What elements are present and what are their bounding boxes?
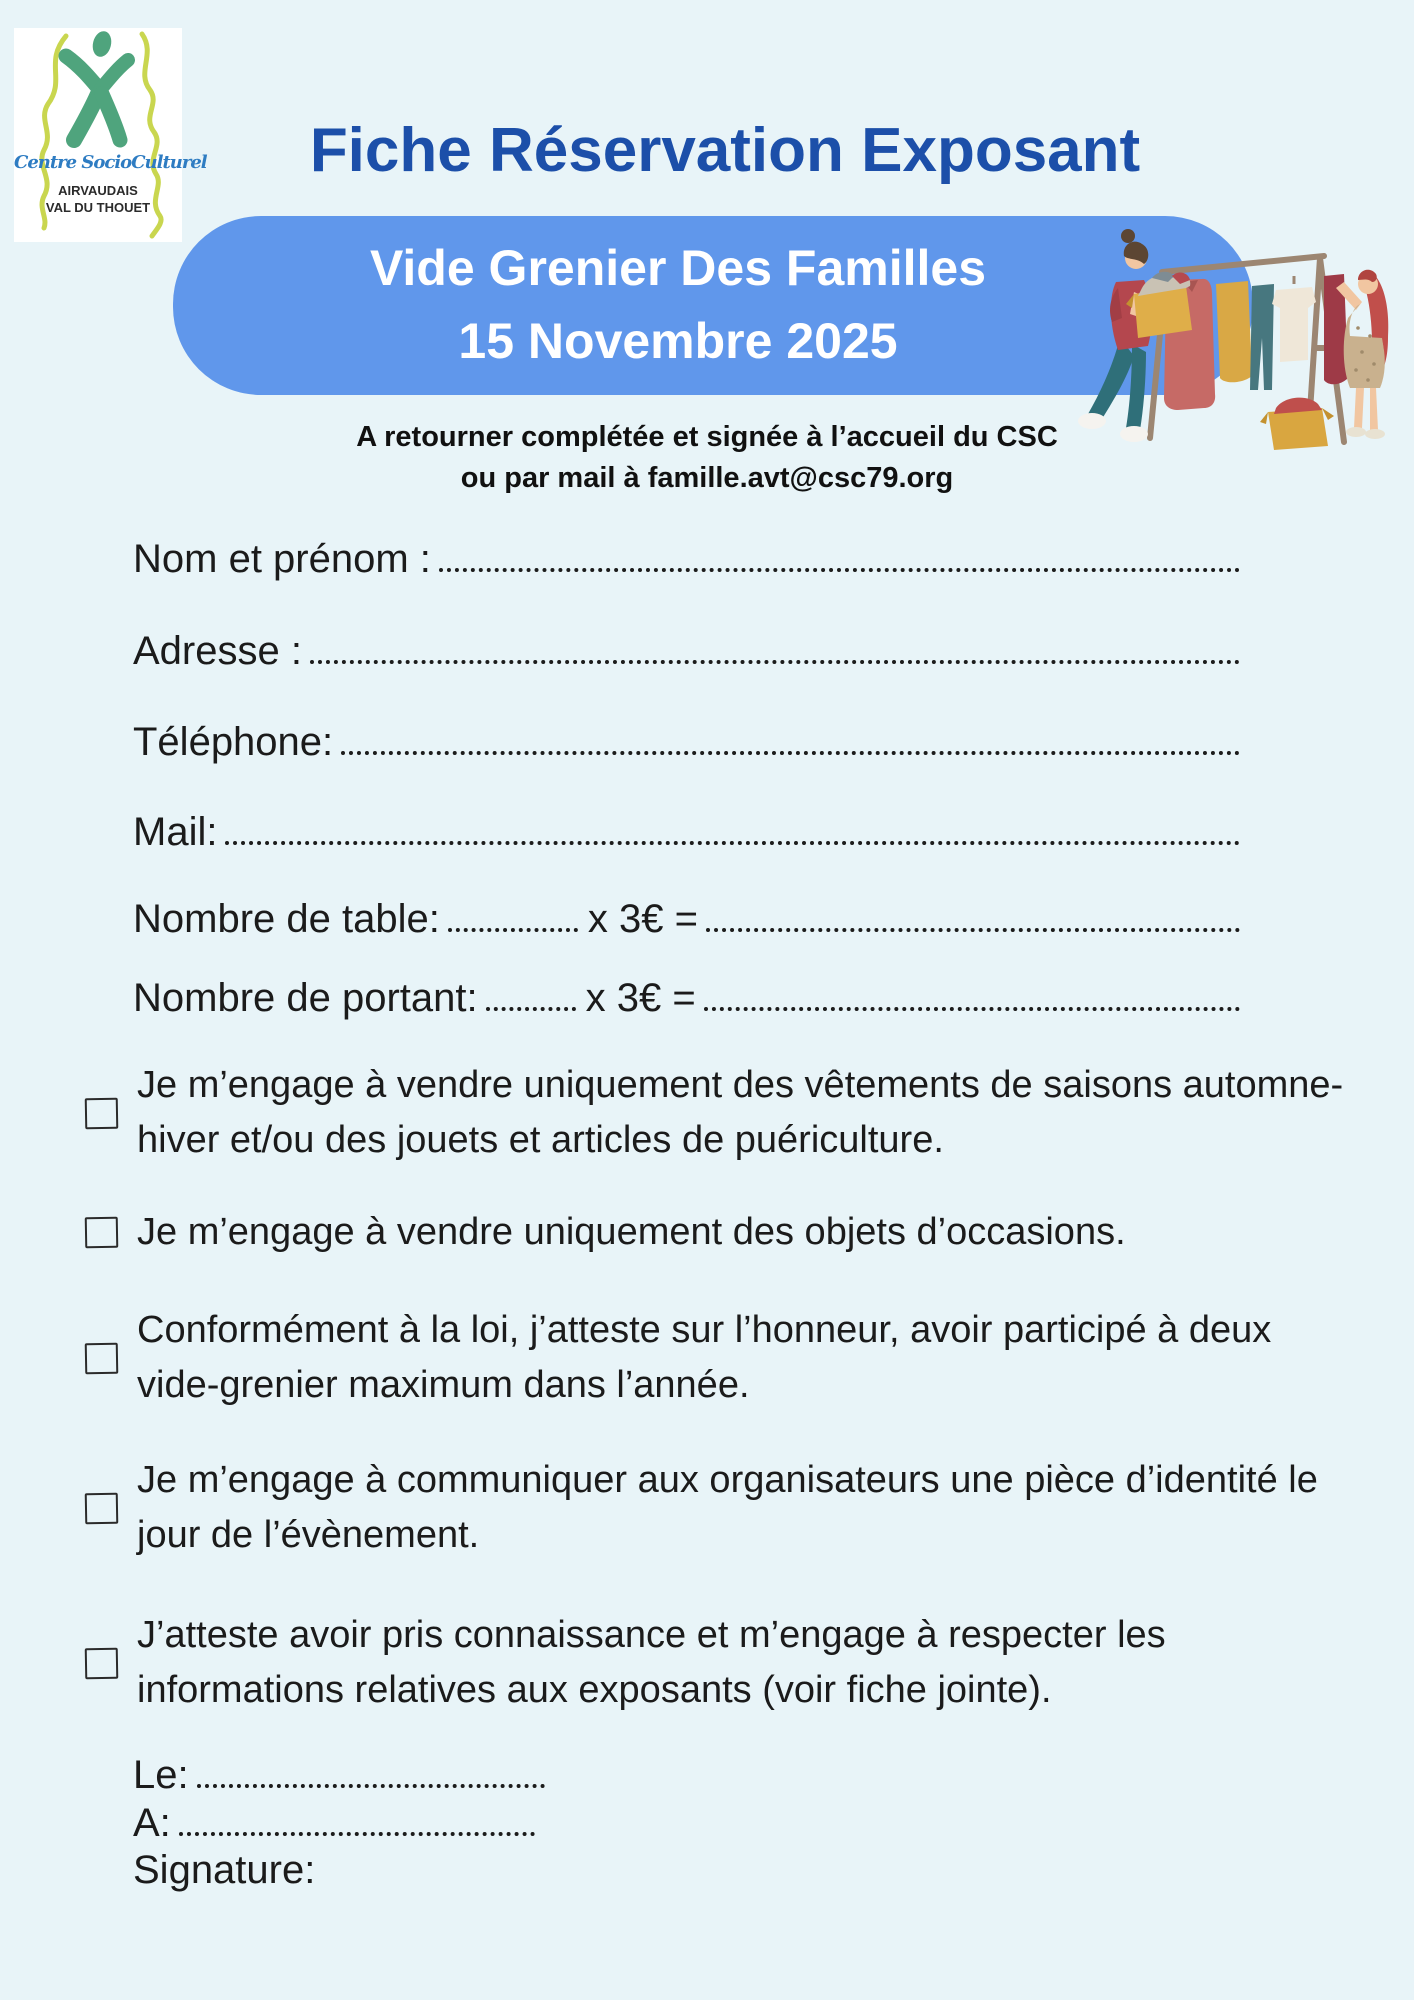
return-instructions-line2: ou par mail à famille.avt@csc79.org bbox=[460, 462, 954, 494]
checkbox-autumn-winter-items[interactable] bbox=[85, 1097, 119, 1129]
field-input-mail[interactable] bbox=[225, 807, 1240, 845]
field-input-portants-qty[interactable] bbox=[486, 973, 576, 1011]
field-label-tables: Nombre de table: bbox=[133, 897, 440, 941]
field-row-telephone bbox=[133, 716, 1240, 768]
field-row-portants bbox=[133, 972, 1240, 1024]
sweater bbox=[1216, 281, 1252, 382]
commitment-row-5 bbox=[85, 1608, 1374, 1718]
checkbox-two-sales-max[interactable] bbox=[85, 1342, 119, 1374]
footer-date-row bbox=[133, 1750, 545, 1798]
commitment-row-2 bbox=[85, 1205, 1374, 1260]
commitment-text-1: Je m’engage à vendre uniquement des vêtements de saisons automne- hiver et/ou des jouets et articles de puériculture. bbox=[137, 1064, 1344, 1161]
logo-org-line1: AIRVAUDAIS bbox=[58, 183, 138, 198]
woman-browsing bbox=[1336, 270, 1388, 439]
field-label-adresse: Adresse : bbox=[133, 629, 302, 673]
commitment-row-3 bbox=[85, 1303, 1374, 1413]
logo-green-person bbox=[66, 29, 128, 140]
field-input-nom[interactable] bbox=[439, 534, 1240, 572]
field-label-mail: Mail: bbox=[133, 810, 218, 854]
commitment-row-4 bbox=[85, 1453, 1374, 1563]
event-banner-text bbox=[173, 232, 1183, 378]
field-unit-portants: x 3€ = bbox=[585, 976, 696, 1020]
field-row-adresse bbox=[133, 625, 1240, 677]
footer-place-row bbox=[133, 1798, 535, 1846]
field-input-portants-total[interactable] bbox=[704, 973, 1240, 1011]
footer-signature-row bbox=[133, 1846, 315, 1894]
page-title: Fiche Réservation Exposant bbox=[309, 116, 1141, 185]
checkbox-id-document[interactable] bbox=[85, 1492, 119, 1524]
field-input-adresse[interactable] bbox=[310, 626, 1240, 664]
footer-place-label: A: bbox=[133, 1801, 171, 1845]
commitment-text-3: Conformément à la loi, j’atteste sur l’honneur, avoir participé à deux vide-grenier maximum dans l’année. bbox=[137, 1309, 1272, 1406]
commitment-text-2: Je m’engage à vendre uniquement des objets d’occasions. bbox=[137, 1211, 1126, 1253]
footer-signature-label: Signature: bbox=[133, 1848, 316, 1892]
footer-date-label: Le: bbox=[133, 1753, 189, 1797]
commitment-row-1 bbox=[85, 1058, 1374, 1168]
flea-market-illustration bbox=[1072, 218, 1412, 450]
event-date: 15 Novembre 2025 bbox=[458, 313, 898, 369]
logo-org-line2: VAL DU THOUET bbox=[45, 200, 151, 215]
footer-place-input[interactable] bbox=[179, 1798, 535, 1836]
field-unit-tables: x 3€ = bbox=[587, 897, 698, 941]
field-input-tables-total[interactable] bbox=[706, 894, 1240, 932]
field-label-portants: Nombre de portant: bbox=[133, 976, 478, 1020]
field-input-telephone[interactable] bbox=[341, 717, 1240, 755]
field-input-tables-qty[interactable] bbox=[448, 894, 578, 932]
field-label-telephone: Téléphone: bbox=[133, 720, 334, 764]
pants bbox=[1250, 284, 1274, 390]
field-row-mail bbox=[133, 806, 1240, 858]
t-shirt bbox=[1272, 287, 1316, 362]
footer-date-input[interactable] bbox=[197, 1750, 545, 1788]
field-row-tables bbox=[133, 893, 1240, 945]
csc-logo bbox=[14, 28, 207, 242]
checkbox-exhibitor-info[interactable] bbox=[85, 1647, 119, 1679]
return-instructions-line1: A retourner complétée et signée à l’accueil du CSC bbox=[356, 421, 1058, 453]
checkbox-secondhand-only[interactable] bbox=[85, 1217, 119, 1249]
field-row-nom bbox=[133, 533, 1240, 585]
logo-org-name: Centre SocioCulturel bbox=[14, 152, 207, 173]
field-label-nom: Nom et prénom : bbox=[133, 537, 431, 581]
commitment-text-5: J’atteste avoir pris connaissance et m’engage à respecter les informations relatives aux exposants (voir fiche jointe). bbox=[137, 1614, 1166, 1711]
event-name: Vide Grenier Des Familles bbox=[369, 240, 987, 296]
commitment-text-4: Je m’engage à communiquer aux organisateurs une pièce d’identité le jour de l’évènement. bbox=[137, 1459, 1318, 1556]
return-instructions bbox=[0, 417, 1414, 499]
